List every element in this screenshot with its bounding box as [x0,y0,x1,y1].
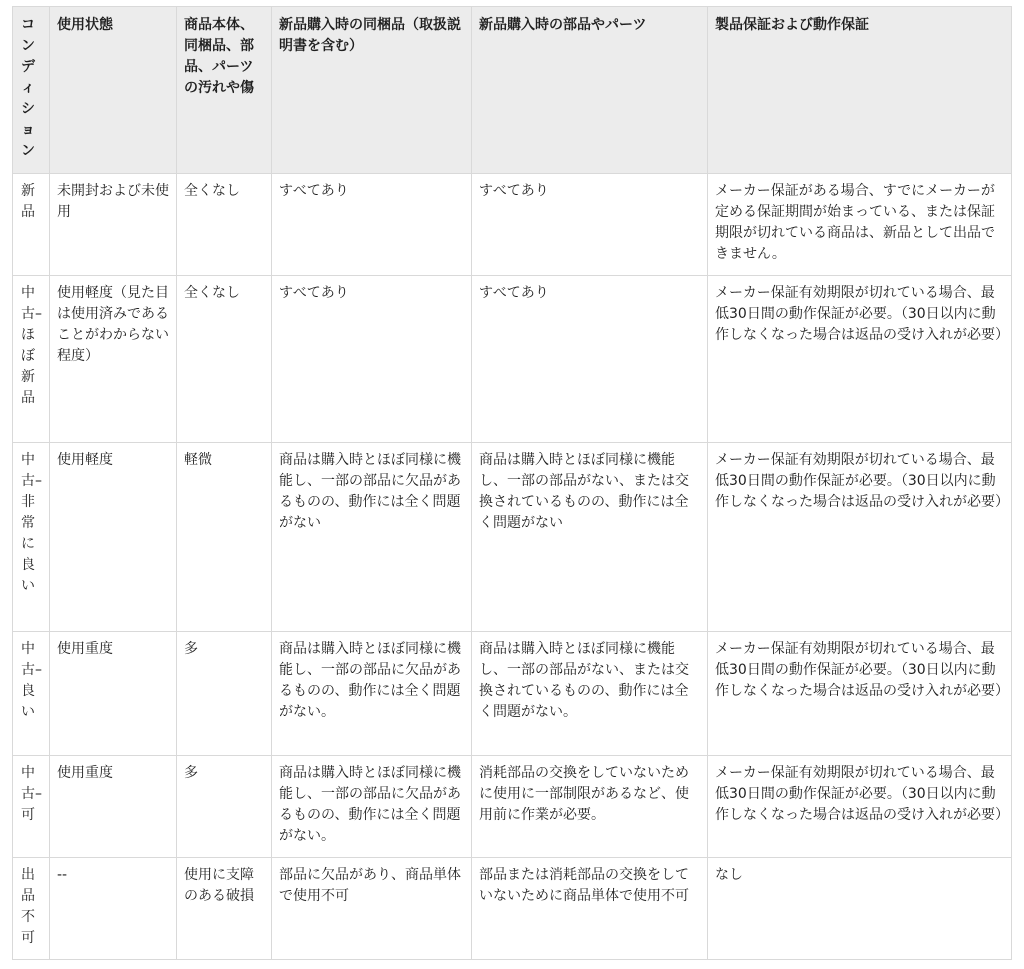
cell-parts: すべてあり [472,276,708,443]
cell-parts: 消耗部品の交換をしていないために使用に一部制限があるなど、使用前に作業が必要。 [472,756,708,858]
cell-parts: 部品または消耗部品の交換をしていないために商品単体で使用不可 [472,858,708,960]
table-row [13,443,1012,632]
cell-damage: 多 [177,756,272,858]
cell-condition: 中古–可 [13,756,50,858]
cell-damage: 使用に支障のある破損 [177,858,272,960]
cell-accessories: すべてあり [272,174,472,276]
cell-usage: 使用軽度 [50,443,177,632]
header-usage: 使用状態 [50,7,177,174]
header-accessories: 新品購入時の同梱品（取扱説明書を含む） [272,7,472,174]
header-row [13,7,1012,174]
cell-parts: 商品は購入時とほぼ同様に機能し、一部の部品がない、または交換されているものの、動作には全く問題がない [472,443,708,632]
cell-condition: 中古–非常に良い [13,443,50,632]
cell-warranty: メーカー保証有効期限が切れている場合、最低30日間の動作保証が必要。（30日以内に動作しなくなった場合は返品の受け入れが必要） [708,756,1012,858]
cell-usage: 使用重度 [50,756,177,858]
cell-usage: 使用重度 [50,632,177,756]
table-row [13,632,1012,756]
cell-warranty: なし [708,858,1012,960]
cell-damage: 軽微 [177,443,272,632]
table-body [13,174,1012,960]
table-header [13,7,1012,174]
cell-warranty: メーカー保証がある場合、すでにメーカーが定める保証期間が始まっている、または保証期限が切れている商品は、新品として出品できません。 [708,174,1012,276]
cell-damage: 全くなし [177,174,272,276]
cell-usage: 未開封および未使用 [50,174,177,276]
cell-condition: 出品不可 [13,858,50,960]
cell-usage: -- [50,858,177,960]
cell-accessories: すべてあり [272,276,472,443]
condition-guideline-table [12,6,1012,960]
cell-accessories: 商品は購入時とほぼ同様に機能し、一部の部品に欠品があるものの、動作には全く問題がない。 [272,756,472,858]
condition-table-container [12,6,1011,960]
cell-warranty: メーカー保証有効期限が切れている場合、最低30日間の動作保証が必要。（30日以内に動作しなくなった場合は返品の受け入れが必要） [708,632,1012,756]
table-row [13,858,1012,960]
header-warranty: 製品保証および動作保証 [708,7,1012,174]
cell-damage: 全くなし [177,276,272,443]
cell-accessories: 商品は購入時とほぼ同様に機能し、一部の部品に欠品があるものの、動作には全く問題がない [272,443,472,632]
table-row [13,174,1012,276]
table-row [13,756,1012,858]
cell-accessories: 部品に欠品があり、商品単体で使用不可 [272,858,472,960]
cell-warranty: メーカー保証有効期限が切れている場合、最低30日間の動作保証が必要。（30日以内に動作しなくなった場合は返品の受け入れが必要） [708,443,1012,632]
cell-accessories: 商品は購入時とほぼ同様に機能し、一部の部品に欠品があるものの、動作には全く問題がない。 [272,632,472,756]
cell-warranty: メーカー保証有効期限が切れている場合、最低30日間の動作保証が必要。（30日以内に動作しなくなった場合は返品の受け入れが必要） [708,276,1012,443]
cell-parts: 商品は購入時とほぼ同様に機能し、一部の部品がない、または交換されているものの、動作には全く問題がない。 [472,632,708,756]
cell-parts: すべてあり [472,174,708,276]
cell-condition: 中古–ほぼ新品 [13,276,50,443]
header-damage: 商品本体、同梱品、部品、パーツの汚れや傷 [177,7,272,174]
header-parts: 新品購入時の部品やパーツ [472,7,708,174]
header-condition: コンディション [13,7,50,174]
cell-usage: 使用軽度（見た目は使用済みであることがわからない程度） [50,276,177,443]
cell-condition: 新品 [13,174,50,276]
cell-damage: 多 [177,632,272,756]
table-row [13,276,1012,443]
cell-condition: 中古–良い [13,632,50,756]
